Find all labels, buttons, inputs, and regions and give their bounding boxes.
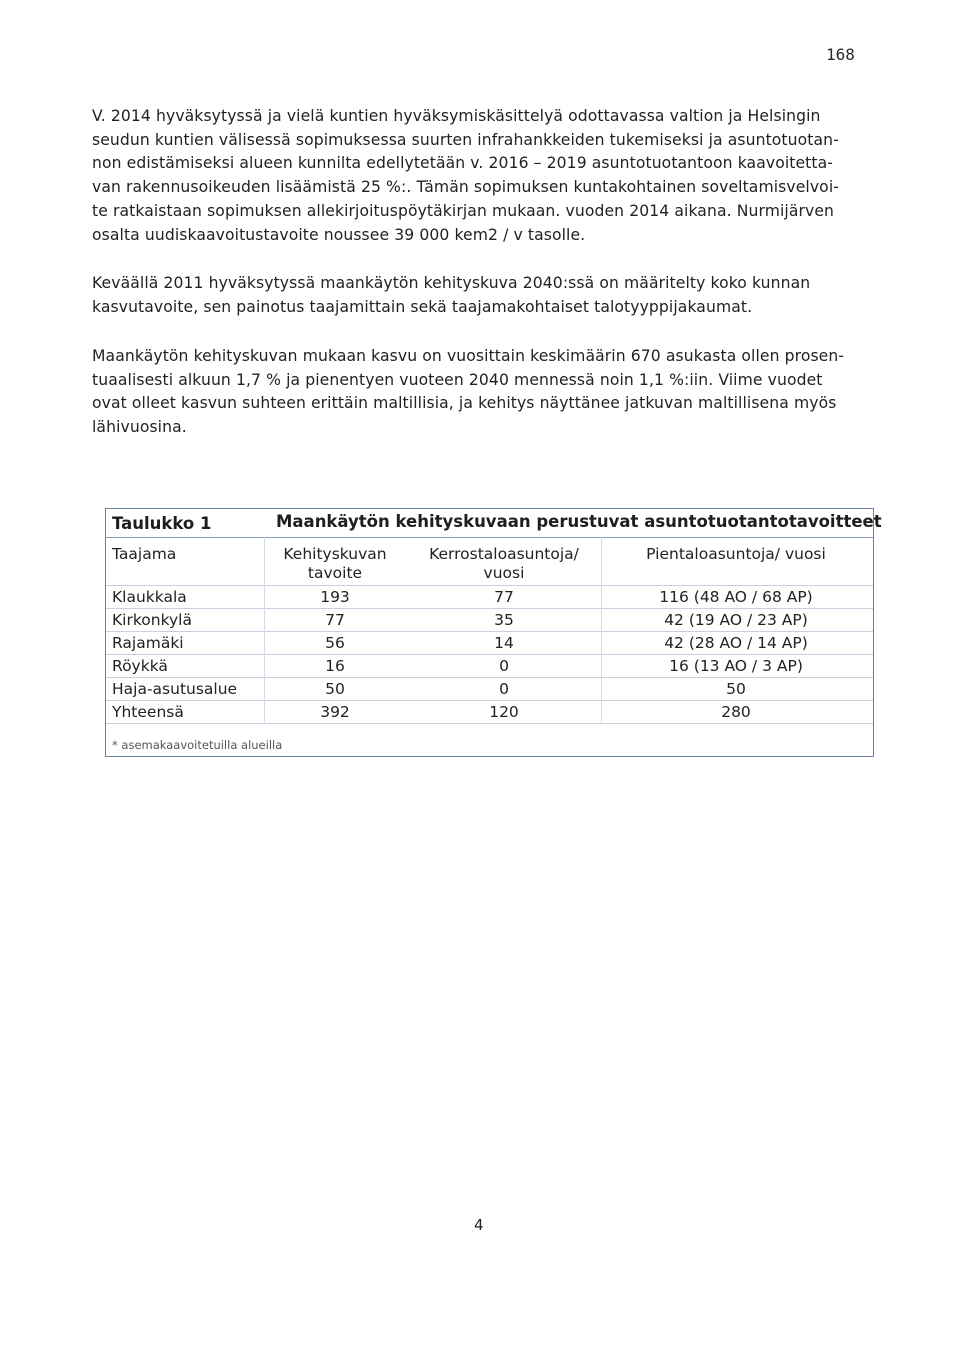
- column-header-text: Taajama: [112, 545, 177, 563]
- paragraph-line: te ratkaistaan sopimuksen allekirjoituspöytäkirjan mukaan. vuoden 2014 aikana. Nurmijärven: [92, 201, 835, 220]
- paragraph-growth-rate: [92, 345, 868, 440]
- table-divider: [106, 677, 873, 678]
- table-cell-taajama: Haja-asutusalue: [112, 680, 238, 698]
- table-divider: [106, 723, 873, 724]
- column-header-text: vuosi: [483, 564, 525, 582]
- table-cell-kerrostalo: 14: [494, 634, 514, 652]
- table-cell-pientalo: 50: [726, 680, 746, 698]
- page-number-top: 168: [826, 45, 855, 64]
- table-cell-tavoite: 193: [320, 588, 350, 606]
- column-header-text: Pientaloasuntoja/ vuosi: [646, 545, 826, 563]
- table-cell-pientalo: 116 (48 AO / 68 AP): [659, 588, 813, 606]
- table-cell-taajama: Kirkonkylä: [112, 611, 192, 629]
- table-cell-taajama: Yhteensä: [112, 703, 184, 721]
- column-header-tavoite: [283, 545, 386, 583]
- paragraph-line: V. 2014 hyväksytyssä ja vielä kuntien hyväksymiskäsittelyä odottavassa valtion ja Helsingin: [92, 107, 821, 125]
- table-divider: [106, 700, 873, 701]
- column-header-pientalo: [646, 545, 826, 564]
- table-cell-tavoite: 56: [325, 634, 345, 652]
- table-heading: Maankäytön kehityskuvaan perustuvat asuntotuotantotavoitteet: [276, 512, 882, 531]
- column-header-taajama: [112, 545, 176, 564]
- table-cell-pientalo: 42 (28 AO / 14 AP): [664, 634, 808, 652]
- paragraph-growth-target: [92, 272, 868, 319]
- paragraph-line: ovat olleet kasvun suhteen erittäin maltillisia, ja kehitys näyttänee jatkuvan maltillisena myös: [92, 394, 837, 413]
- paragraph-line: Maankäytön kehityskuvan mukaan kasvu on vuosittain keskimäärin 670 asukasta ollen prosen-: [92, 347, 845, 365]
- table-cell-pientalo: 16 (13 AO / 3 AP): [669, 657, 803, 675]
- table-cell-kerrostalo: 0: [499, 680, 509, 698]
- column-header-kerrostalo: [429, 545, 579, 583]
- table-divider: [264, 537, 265, 723]
- table-cell-pientalo: 280: [721, 703, 751, 721]
- table-divider: [601, 537, 602, 723]
- table-cell-kerrostalo: 0: [499, 657, 509, 675]
- table-divider: [106, 585, 873, 586]
- paragraph-line: tuaalisesti alkuun 1,7 % ja pienentyen vuoteen 2040 mennessä noin 1,1 %:iin. Viime vuodet: [92, 370, 823, 389]
- column-header-text: Kerrostaloasuntoja/: [429, 545, 579, 563]
- housing-targets-table: [105, 508, 882, 757]
- paragraph-line: van rakennusoikeuden lisäämistä 25 %:. Tämän sopimuksen kuntakohtainen soveltamisvelvoi-: [92, 178, 839, 197]
- paragraph-line: Keväällä 2011 hyväksytyssä maankäytön kehityskuva 2040:ssä on määritelty koko kunnan: [92, 274, 811, 292]
- paragraph-line: non edistämiseksi alueen kunnilta edellytetään v. 2016 – 2019 asuntotuotantoon kaavoitetta-: [92, 154, 833, 173]
- column-header-text: Kehityskuvan: [283, 545, 387, 563]
- paragraph-line: kasvutavoite, sen painotus taajamittain sekä taajamakohtaiset talotyyppijakaumat.: [92, 297, 753, 316]
- column-header-text: tavoite: [307, 564, 363, 582]
- paragraph-agreement: [92, 105, 868, 247]
- table-label: Taulukko 1: [112, 514, 212, 533]
- paragraph-line: osalta uudiskaavoitustavoite noussee 39 000 kem2 / v tasolle.: [92, 225, 586, 244]
- table-cell-kerrostalo: 35: [494, 611, 514, 629]
- table-cell-taajama: Klaukkala: [112, 588, 187, 606]
- table-cell-tavoite: 50: [325, 680, 345, 698]
- paragraph-line: seudun kuntien välisessä sopimuksessa suurten infrahankkeiden tukemiseksi ja asuntotuotan-: [92, 130, 839, 149]
- table-footnote: * asemakaavoitetuilla alueilla: [112, 738, 283, 752]
- paragraph-line: lähivuosina.: [92, 418, 187, 437]
- page-number-bottom: 4: [474, 1216, 484, 1234]
- table-cell-taajama: Röykkä: [112, 657, 168, 675]
- table-cell-pientalo: 42 (19 AO / 23 AP): [664, 611, 808, 629]
- table-divider: [106, 631, 873, 632]
- table-cell-tavoite: 77: [325, 611, 345, 629]
- table-divider: [106, 537, 873, 538]
- table-cell-taajama: Rajamäki: [112, 634, 184, 652]
- table-cell-kerrostalo: 77: [494, 588, 514, 606]
- table-divider: [106, 608, 873, 609]
- table-cell-tavoite: 392: [320, 703, 350, 721]
- table-divider: [106, 654, 873, 655]
- table-cell-kerrostalo: 120: [489, 703, 519, 721]
- table-cell-tavoite: 16: [325, 657, 345, 675]
